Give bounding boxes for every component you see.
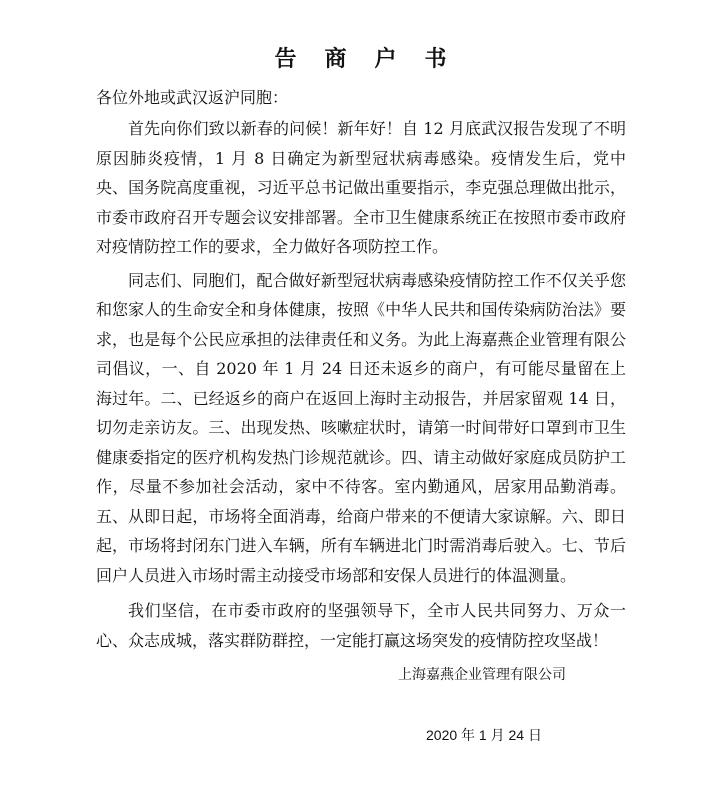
paragraph-initiative: 同志们、同胞们，配合做好新型冠状病毒感染疫情防控工作不仅关乎您和您家人的生命安全和身体健康，按照《中华人民共和国传染病防治法》要求，也是每个公民应承担的法律责任和义务。为此上海嘉燕企业管理有限公司倡议，一、自 2020 年 1 月 24 日还未返乡的商户，有可能尽量留在上海过年。二、已经返乡的商户在返回上海时主动报告，并居家留观 14 日，切勿走亲访友。三、出现发热、咳嗽症状时，请第一时间带好口罩到市卫生健康委指定的医疗机构发热门诊规范就诊。四、请主动做好家庭成员防护工作，尽量不参加社会活动，家中不待客。室内勤通风，居家用品勤消毒。五、从即日起，市场将全面消毒，给商户带来的不便请大家谅解。六、即日起，市场将封闭东门进入车辆，所有车辆进北门时需消毒后驶入。七、节后回户人员进入市场时需主动接受市场部和安保人员进行的体温测量。 xyxy=(96,270,626,585)
document-date: 2020 年 1 月 24 日 xyxy=(426,727,542,743)
paragraph-greeting: 首先向你们致以新春的问候！新年好！自 12 月底武汉报告发现了不明原因肺炎疫情，1 月 8 日确定为新型冠状病毒感染。疫情发生后，党中央、国务院高度重视，习近平总书记做出重要指示，李克强总理做出批示，市委市政府召开专题会议安排部署。全市卫生健康系统正在按照市委市政府对疫情防控工作的要求，全力做好各项防控工作。 xyxy=(96,119,626,256)
signature-company: 上海嘉燕企业管理有限公司 xyxy=(398,667,566,683)
document-title: 告商户书 xyxy=(274,46,475,72)
paragraph-conclusion: 我们坚信，在市委市政府的坚强领导下，全市人民共同努力、万众一心、众志成城，落实群防群控，一定能打赢这场突发的疫情防控攻坚战！ xyxy=(96,601,626,650)
document-body xyxy=(96,114,626,655)
salutation: 各位外地或武汉返沪同胞： xyxy=(96,88,289,107)
